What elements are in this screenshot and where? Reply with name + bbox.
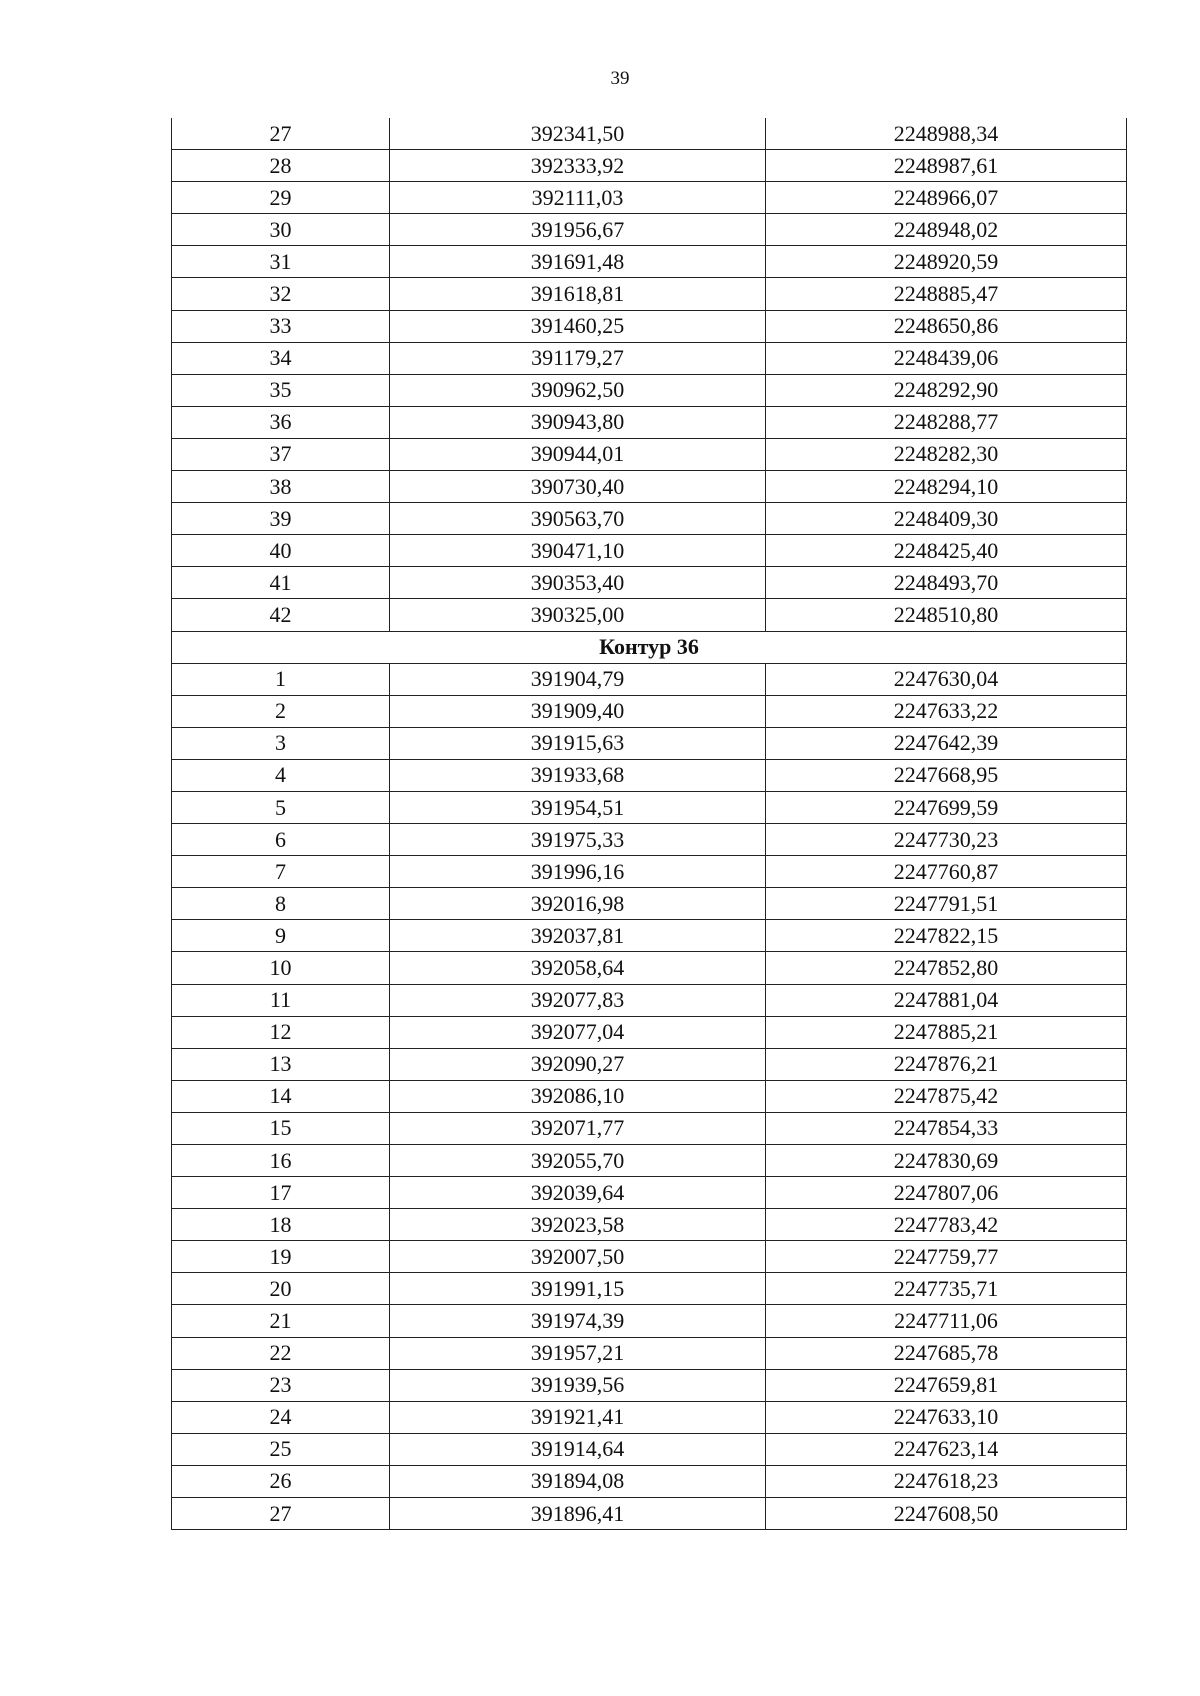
x-coordinate-cell: 391954,51: [390, 791, 766, 823]
x-coordinate-cell: 391179,27: [390, 342, 766, 374]
point-number-cell: 30: [172, 214, 390, 246]
point-number-cell: 3: [172, 727, 390, 759]
y-coordinate-cell: 2248920,59: [766, 246, 1127, 278]
table-row: [172, 759, 1127, 791]
table-row: [172, 214, 1127, 246]
table-row: [172, 1145, 1127, 1177]
table-row: [172, 118, 1127, 150]
section-header-row: [172, 631, 1127, 663]
point-number-cell: 4: [172, 759, 390, 791]
x-coordinate-cell: 391957,21: [390, 1337, 766, 1369]
point-number-cell: 40: [172, 535, 390, 567]
coordinates-table: [171, 118, 1127, 1530]
point-number-cell: 10: [172, 952, 390, 984]
x-coordinate-cell: 390943,80: [390, 406, 766, 438]
x-coordinate-cell: 392023,58: [390, 1209, 766, 1241]
y-coordinate-cell: 2247854,33: [766, 1112, 1127, 1144]
table-row: [172, 599, 1127, 631]
y-coordinate-cell: 2248948,02: [766, 214, 1127, 246]
y-coordinate-cell: 2247735,71: [766, 1273, 1127, 1305]
y-coordinate-cell: 2248650,86: [766, 310, 1127, 342]
table-row: [172, 1305, 1127, 1337]
y-coordinate-cell: 2248493,70: [766, 567, 1127, 599]
x-coordinate-cell: 392055,70: [390, 1145, 766, 1177]
y-coordinate-cell: 2248292,90: [766, 374, 1127, 406]
x-coordinate-cell: 391939,56: [390, 1369, 766, 1401]
point-number-cell: 1: [172, 663, 390, 695]
table-row: [172, 1401, 1127, 1433]
table-row: [172, 1337, 1127, 1369]
y-coordinate-cell: 2247618,23: [766, 1465, 1127, 1497]
x-coordinate-cell: 391460,25: [390, 310, 766, 342]
y-coordinate-cell: 2247711,06: [766, 1305, 1127, 1337]
y-coordinate-cell: 2247633,10: [766, 1401, 1127, 1433]
point-number-cell: 16: [172, 1145, 390, 1177]
table-row: [172, 246, 1127, 278]
point-number-cell: 37: [172, 438, 390, 470]
point-number-cell: 25: [172, 1433, 390, 1465]
point-number-cell: 36: [172, 406, 390, 438]
x-coordinate-cell: 391691,48: [390, 246, 766, 278]
table-row: [172, 1209, 1127, 1241]
table-row: [172, 727, 1127, 759]
point-number-cell: 24: [172, 1401, 390, 1433]
x-coordinate-cell: 391904,79: [390, 663, 766, 695]
y-coordinate-cell: 2248988,34: [766, 118, 1127, 150]
x-coordinate-cell: 390944,01: [390, 438, 766, 470]
point-number-cell: 34: [172, 342, 390, 374]
y-coordinate-cell: 2248510,80: [766, 599, 1127, 631]
table-row: [172, 1112, 1127, 1144]
point-number-cell: 27: [172, 118, 390, 150]
table-row: [172, 1465, 1127, 1497]
x-coordinate-cell: 392111,03: [390, 182, 766, 214]
point-number-cell: 19: [172, 1241, 390, 1273]
y-coordinate-cell: 2247881,04: [766, 984, 1127, 1016]
table-row: [172, 310, 1127, 342]
y-coordinate-cell: 2247885,21: [766, 1016, 1127, 1048]
y-coordinate-cell: 2247730,23: [766, 824, 1127, 856]
point-number-cell: 41: [172, 567, 390, 599]
x-coordinate-cell: 390325,00: [390, 599, 766, 631]
table-row: [172, 150, 1127, 182]
table-row: [172, 1048, 1127, 1080]
table-row: [172, 1016, 1127, 1048]
y-coordinate-cell: 2247876,21: [766, 1048, 1127, 1080]
point-number-cell: 39: [172, 503, 390, 535]
table-row: [172, 438, 1127, 470]
table-row: [172, 824, 1127, 856]
y-coordinate-cell: 2248294,10: [766, 471, 1127, 503]
point-number-cell: 20: [172, 1273, 390, 1305]
y-coordinate-cell: 2247760,87: [766, 856, 1127, 888]
table-row: [172, 342, 1127, 374]
x-coordinate-cell: 391974,39: [390, 1305, 766, 1337]
x-coordinate-cell: 391909,40: [390, 695, 766, 727]
point-number-cell: 42: [172, 599, 390, 631]
table-row: [172, 1273, 1127, 1305]
table-row: [172, 1369, 1127, 1401]
table-row: [172, 1433, 1127, 1465]
table-row: [172, 1080, 1127, 1112]
point-number-cell: 6: [172, 824, 390, 856]
table-row: [172, 471, 1127, 503]
x-coordinate-cell: 390730,40: [390, 471, 766, 503]
point-number-cell: 22: [172, 1337, 390, 1369]
x-coordinate-cell: 390353,40: [390, 567, 766, 599]
table-row: [172, 984, 1127, 1016]
y-coordinate-cell: 2247875,42: [766, 1080, 1127, 1112]
x-coordinate-cell: 390471,10: [390, 535, 766, 567]
point-number-cell: 32: [172, 278, 390, 310]
table-row: [172, 952, 1127, 984]
x-coordinate-cell: 391915,63: [390, 727, 766, 759]
x-coordinate-cell: 392090,27: [390, 1048, 766, 1080]
x-coordinate-cell: 392333,92: [390, 150, 766, 182]
x-coordinate-cell: 391991,15: [390, 1273, 766, 1305]
x-coordinate-cell: 391975,33: [390, 824, 766, 856]
page-number: 39: [610, 68, 630, 89]
point-number-cell: 15: [172, 1112, 390, 1144]
x-coordinate-cell: 392037,81: [390, 920, 766, 952]
point-number-cell: 33: [172, 310, 390, 342]
y-coordinate-cell: 2247642,39: [766, 727, 1127, 759]
table-row: [172, 1498, 1127, 1530]
coordinates-table-body: [172, 118, 1127, 1530]
y-coordinate-cell: 2247668,95: [766, 759, 1127, 791]
point-number-cell: 27: [172, 1498, 390, 1530]
x-coordinate-cell: 391894,08: [390, 1465, 766, 1497]
point-number-cell: 11: [172, 984, 390, 1016]
y-coordinate-cell: 2248987,61: [766, 150, 1127, 182]
y-coordinate-cell: 2248409,30: [766, 503, 1127, 535]
y-coordinate-cell: 2248885,47: [766, 278, 1127, 310]
point-number-cell: 14: [172, 1080, 390, 1112]
x-coordinate-cell: 392039,64: [390, 1177, 766, 1209]
x-coordinate-cell: 391933,68: [390, 759, 766, 791]
point-number-cell: 38: [172, 471, 390, 503]
y-coordinate-cell: 2247791,51: [766, 888, 1127, 920]
table-row: [172, 888, 1127, 920]
x-coordinate-cell: 391618,81: [390, 278, 766, 310]
table-row: [172, 278, 1127, 310]
table-row: [172, 503, 1127, 535]
y-coordinate-cell: 2247659,81: [766, 1369, 1127, 1401]
table-row: [172, 567, 1127, 599]
section-title: Контур 36: [172, 631, 1127, 663]
x-coordinate-cell: 392077,83: [390, 984, 766, 1016]
y-coordinate-cell: 2247699,59: [766, 791, 1127, 823]
y-coordinate-cell: 2247685,78: [766, 1337, 1127, 1369]
table-row: [172, 406, 1127, 438]
x-coordinate-cell: 392007,50: [390, 1241, 766, 1273]
point-number-cell: 7: [172, 856, 390, 888]
table-row: [172, 1177, 1127, 1209]
y-coordinate-cell: 2248425,40: [766, 535, 1127, 567]
table-row: [172, 791, 1127, 823]
point-number-cell: 23: [172, 1369, 390, 1401]
x-coordinate-cell: 391996,16: [390, 856, 766, 888]
y-coordinate-cell: 2247623,14: [766, 1433, 1127, 1465]
table-row: [172, 535, 1127, 567]
x-coordinate-cell: 391914,64: [390, 1433, 766, 1465]
table-row: [172, 182, 1127, 214]
table-row: [172, 663, 1127, 695]
y-coordinate-cell: 2247807,06: [766, 1177, 1127, 1209]
point-number-cell: 21: [172, 1305, 390, 1337]
y-coordinate-cell: 2248282,30: [766, 438, 1127, 470]
x-coordinate-cell: 392086,10: [390, 1080, 766, 1112]
y-coordinate-cell: 2247783,42: [766, 1209, 1127, 1241]
table-row: [172, 374, 1127, 406]
point-number-cell: 35: [172, 374, 390, 406]
table-row: [172, 1241, 1127, 1273]
y-coordinate-cell: 2248439,06: [766, 342, 1127, 374]
point-number-cell: 28: [172, 150, 390, 182]
y-coordinate-cell: 2247608,50: [766, 1498, 1127, 1530]
y-coordinate-cell: 2247852,80: [766, 952, 1127, 984]
y-coordinate-cell: 2247822,15: [766, 920, 1127, 952]
x-coordinate-cell: 392077,04: [390, 1016, 766, 1048]
table-row: [172, 920, 1127, 952]
point-number-cell: 13: [172, 1048, 390, 1080]
x-coordinate-cell: 391921,41: [390, 1401, 766, 1433]
y-coordinate-cell: 2247759,77: [766, 1241, 1127, 1273]
x-coordinate-cell: 392016,98: [390, 888, 766, 920]
x-coordinate-cell: 392341,50: [390, 118, 766, 150]
x-coordinate-cell: 391896,41: [390, 1498, 766, 1530]
point-number-cell: 9: [172, 920, 390, 952]
table-row: [172, 856, 1127, 888]
x-coordinate-cell: 390962,50: [390, 374, 766, 406]
point-number-cell: 31: [172, 246, 390, 278]
point-number-cell: 26: [172, 1465, 390, 1497]
y-coordinate-cell: 2247830,69: [766, 1145, 1127, 1177]
point-number-cell: 8: [172, 888, 390, 920]
y-coordinate-cell: 2247630,04: [766, 663, 1127, 695]
x-coordinate-cell: 390563,70: [390, 503, 766, 535]
point-number-cell: 5: [172, 791, 390, 823]
table-row: [172, 695, 1127, 727]
point-number-cell: 2: [172, 695, 390, 727]
point-number-cell: 29: [172, 182, 390, 214]
y-coordinate-cell: 2247633,22: [766, 695, 1127, 727]
x-coordinate-cell: 392058,64: [390, 952, 766, 984]
point-number-cell: 18: [172, 1209, 390, 1241]
point-number-cell: 12: [172, 1016, 390, 1048]
point-number-cell: 17: [172, 1177, 390, 1209]
x-coordinate-cell: 391956,67: [390, 214, 766, 246]
x-coordinate-cell: 392071,77: [390, 1112, 766, 1144]
y-coordinate-cell: 2248966,07: [766, 182, 1127, 214]
y-coordinate-cell: 2248288,77: [766, 406, 1127, 438]
